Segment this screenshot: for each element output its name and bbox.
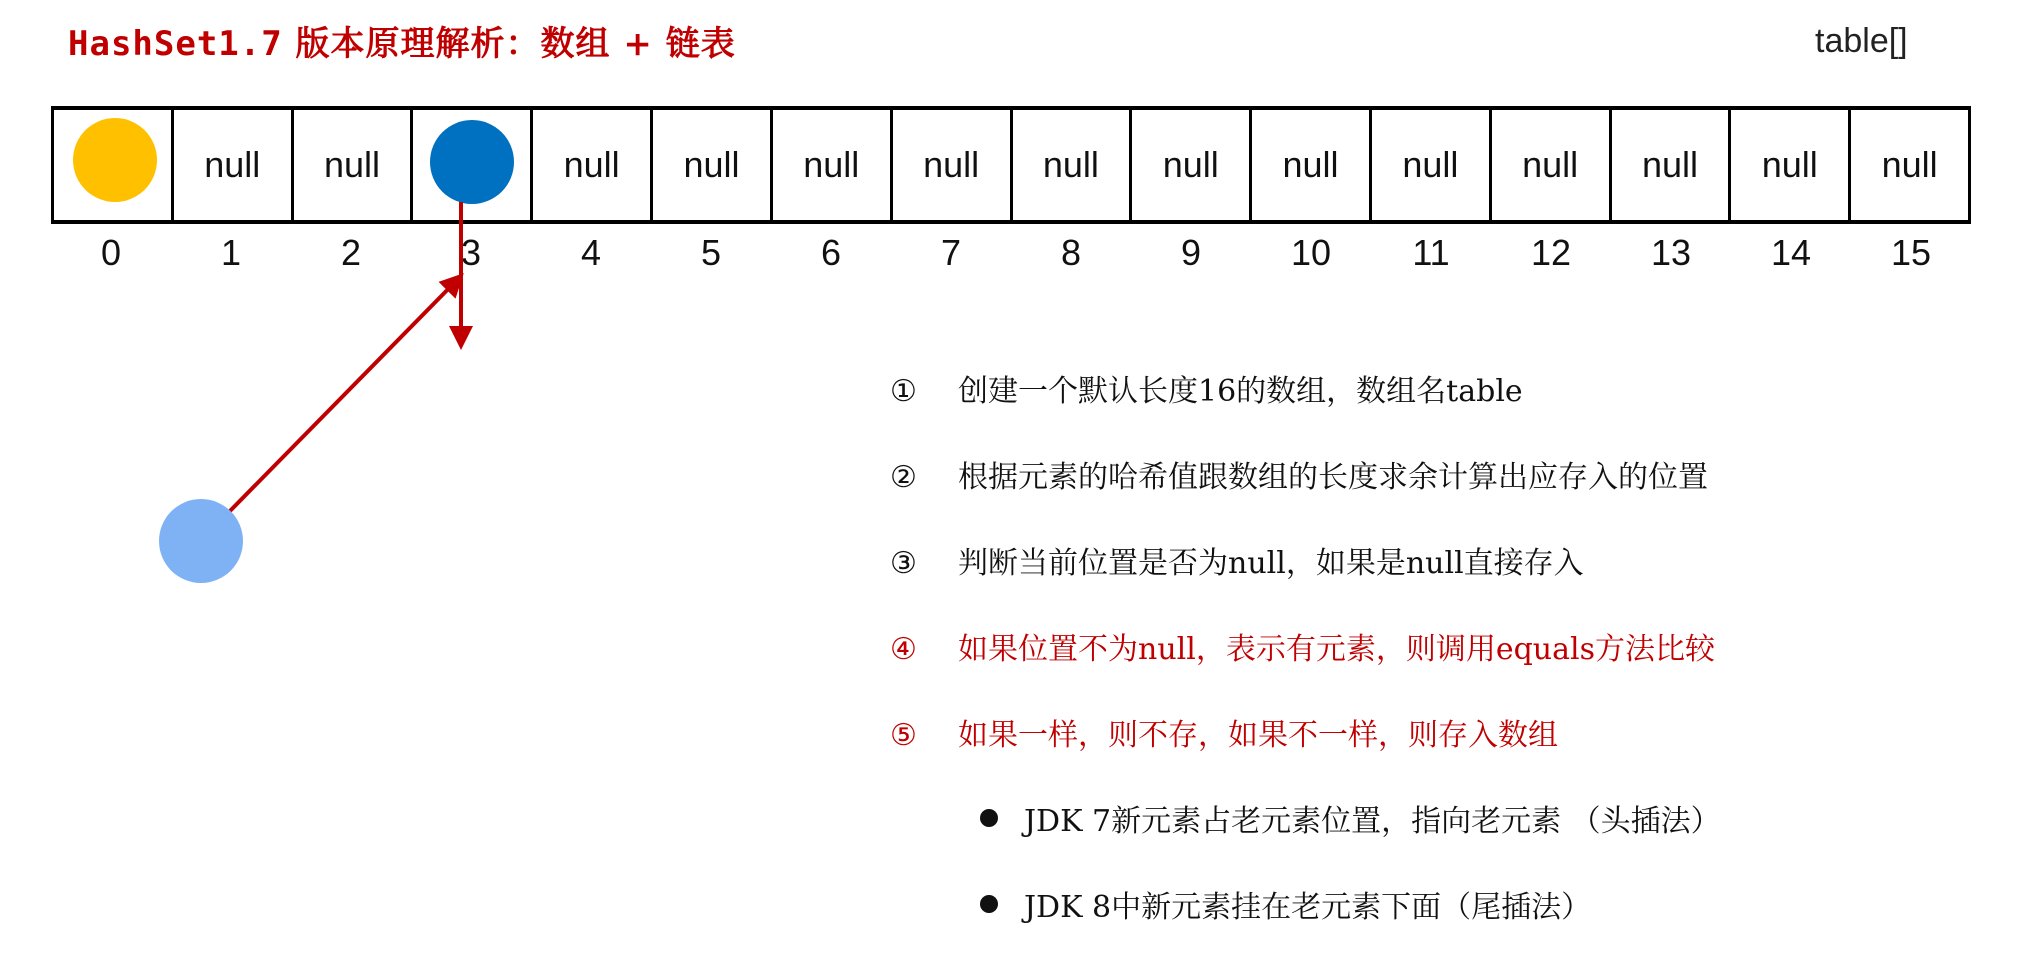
array-index-11: 11 bbox=[1412, 232, 1450, 273]
step-1-number: ① bbox=[890, 374, 917, 409]
array-index-9: 9 bbox=[1180, 232, 1202, 273]
title-class-name: HashSet1.7 bbox=[68, 24, 283, 64]
array-cell-12: null bbox=[1492, 110, 1612, 220]
step-2 bbox=[890, 452, 1721, 538]
array-cell-4: null bbox=[533, 110, 653, 220]
insert-arrow-icon bbox=[228, 276, 461, 513]
steps-list bbox=[890, 366, 1721, 968]
bullet-jdk7 bbox=[890, 796, 1721, 882]
array-index-8: 8 bbox=[1060, 232, 1082, 273]
step-3 bbox=[890, 538, 1721, 624]
step-5-text: 如果一样，则不存，如果不一样，则存入数组 bbox=[958, 718, 1558, 753]
table-array-label: table[] bbox=[1815, 22, 1908, 60]
step-4 bbox=[890, 624, 1721, 710]
array-cell-11: null bbox=[1372, 110, 1492, 220]
step-2-number: ② bbox=[890, 460, 917, 495]
step-5 bbox=[890, 710, 1721, 796]
array-cell-14: null bbox=[1731, 110, 1851, 220]
step-1-text: 创建一个默认长度16的数组，数组名table bbox=[958, 374, 1523, 409]
step-4-number: ④ bbox=[890, 632, 917, 667]
bullet-dot-icon bbox=[980, 809, 998, 827]
title-description: 版本原理解析：数组 + 链表 bbox=[282, 24, 736, 64]
bullet-jdk8-text: JDK 8中新元素挂在老元素下面（尾插法） bbox=[1024, 890, 1592, 925]
array-cell-15: null bbox=[1851, 110, 1971, 220]
array-index-7: 7 bbox=[940, 232, 962, 273]
step-2-text: 根据元素的哈希值跟数组的长度求余计算出应存入的位置 bbox=[958, 460, 1708, 495]
array-cell-1: null bbox=[174, 110, 294, 220]
array-cell-8: null bbox=[1013, 110, 1133, 220]
step-1 bbox=[890, 366, 1721, 452]
array-index-12: 12 bbox=[1530, 232, 1572, 273]
element-circle-index-3 bbox=[430, 120, 514, 204]
array-index-14: 14 bbox=[1770, 232, 1812, 273]
bullet-dot-icon bbox=[980, 895, 998, 913]
array-cell-10: null bbox=[1252, 110, 1372, 220]
array-index-0: 0 bbox=[100, 232, 122, 273]
step-4-text: 如果位置不为null，表示有元素，则调用equals方法比较 bbox=[958, 632, 1715, 667]
step-5-number: ⑤ bbox=[890, 718, 917, 753]
bullet-jdk7-text: JDK 7新元素占老元素位置，指向老元素 （头插法） bbox=[1024, 804, 1721, 839]
array-cell-13: null bbox=[1612, 110, 1732, 220]
array-index-2: 2 bbox=[340, 232, 362, 273]
step-3-text: 判断当前位置是否为null，如果是null直接存入 bbox=[958, 546, 1584, 581]
bullet-jdk8 bbox=[890, 882, 1721, 968]
array-index-1: 1 bbox=[220, 232, 242, 273]
element-circle-index-0 bbox=[73, 118, 157, 202]
array-index-3: 3 bbox=[460, 232, 482, 273]
array-cell-7: null bbox=[893, 110, 1013, 220]
array-index-6: 6 bbox=[820, 232, 842, 273]
new-element-circle bbox=[159, 499, 243, 583]
array-index-4: 4 bbox=[580, 232, 602, 273]
array-cell-5: null bbox=[653, 110, 773, 220]
array-index-5: 5 bbox=[700, 232, 722, 273]
step-3-number: ③ bbox=[890, 546, 917, 581]
array-index-15: 15 bbox=[1890, 232, 1932, 273]
array-index-13: 13 bbox=[1650, 232, 1692, 273]
array-cell-9: null bbox=[1132, 110, 1252, 220]
array-index-10: 10 bbox=[1290, 232, 1332, 273]
array-cell-2: null bbox=[294, 110, 414, 220]
array-cell-6: null bbox=[773, 110, 893, 220]
